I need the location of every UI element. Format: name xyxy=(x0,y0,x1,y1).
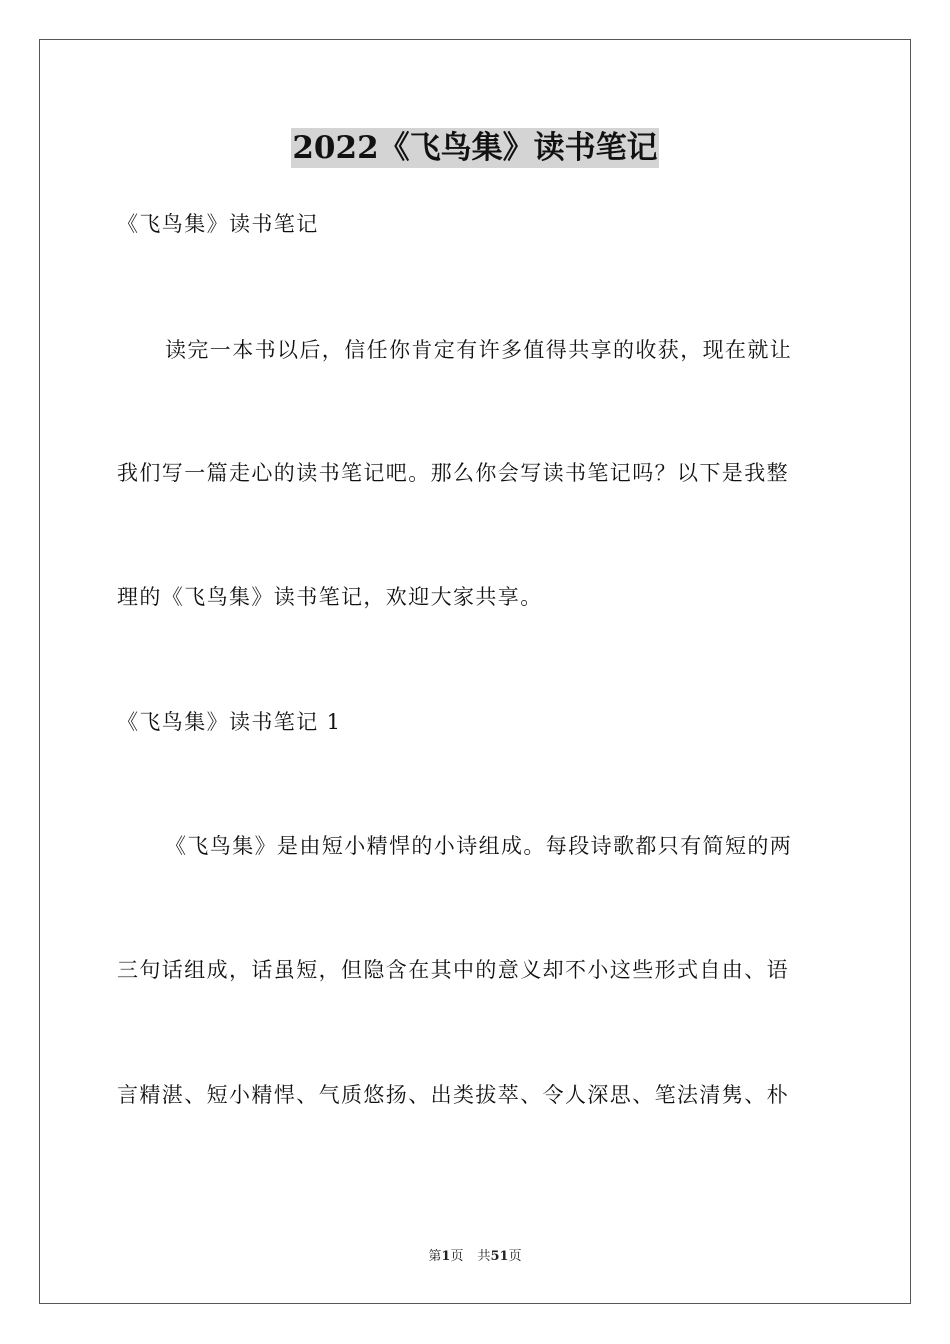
document-title: 2022《飞鸟集》读书笔记 xyxy=(292,130,658,166)
paragraph-line: 读完一本书以后，信任你肯定有许多值得共享的收获，现在就让 xyxy=(165,338,793,362)
title-container xyxy=(0,128,950,168)
paragraph-line: 我们写一篇走心的读书笔记吧。那么你会写读书笔记吗？以下是我整 xyxy=(117,461,789,485)
paragraph-line: 理的《飞鸟集》读书笔记，欢迎大家共享。 xyxy=(117,585,543,609)
total-prefix: 共 xyxy=(477,1249,491,1264)
page-prefix: 第 xyxy=(428,1249,442,1264)
paragraph-line: 《飞鸟集》是由短小精悍的小诗组成。每段诗歌都只有简短的两 xyxy=(165,834,793,858)
paragraph-line: 言精湛、短小精悍、气质悠扬、出类拔萃、令人深思、笔法清隽、朴 xyxy=(117,1083,789,1107)
page-total: 51 xyxy=(490,1249,509,1264)
page-suffix: 页 xyxy=(450,1249,464,1264)
total-suffix: 页 xyxy=(508,1249,522,1264)
section-heading: 《飞鸟集》读书笔记 1 xyxy=(117,710,342,734)
page-footer xyxy=(0,1248,950,1266)
section-heading: 《飞鸟集》读书笔记 xyxy=(117,212,319,236)
paragraph-line: 三句话组成，话虽短，但隐含在其中的意义却不小这些形式自由、语 xyxy=(117,958,789,982)
page-current: 1 xyxy=(441,1249,451,1264)
